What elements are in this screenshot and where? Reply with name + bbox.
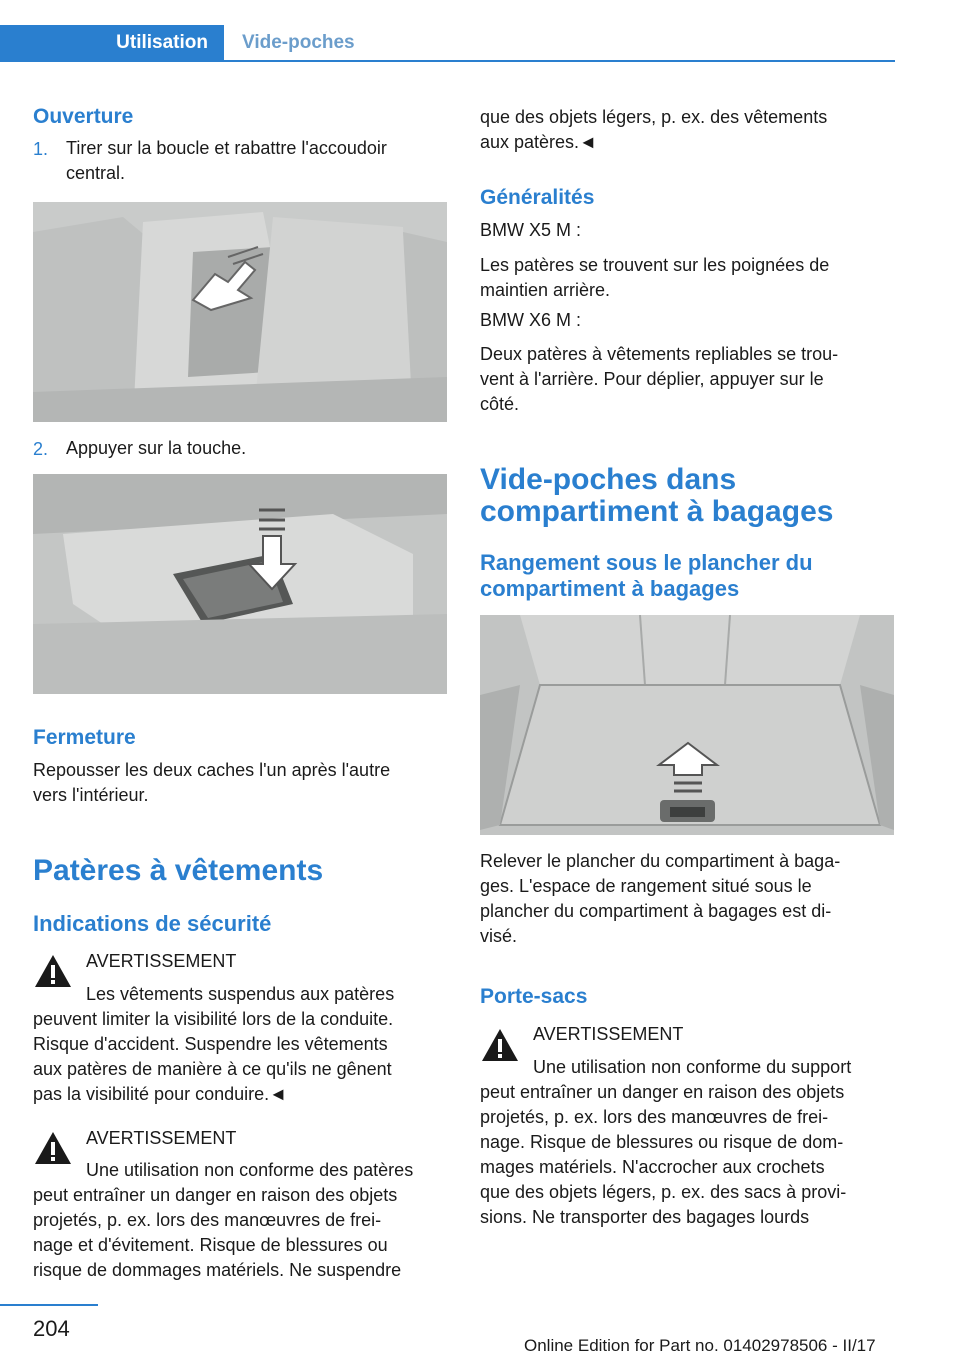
pateres-heading: Patères à vêtements [33, 854, 324, 887]
warning-icon [480, 1027, 520, 1063]
tab-utilisation: Utilisation [0, 25, 224, 61]
step1-number: 1. [33, 139, 49, 159]
warning2-line4: nage et d'évitement. Risque de blessures ou [33, 1235, 388, 1255]
footer-rule [0, 1304, 98, 1306]
button-illustration [33, 474, 447, 694]
continued-line2: aux patères.◄ [480, 132, 597, 152]
fermeture-line2: vers l'intérieur. [33, 785, 149, 805]
trunk-floor-illustration [480, 615, 894, 835]
button-drawing [33, 474, 447, 694]
x6-line3: côté. [480, 394, 520, 414]
x5-label: BMW X5 M : [480, 220, 582, 240]
step1-line1: Tirer sur la boucle et rabattre l'accoudoir [66, 138, 387, 158]
warning2-line3: projetés, p. ex. lors des manœuvres de frei‐ [33, 1210, 382, 1230]
warning2-label: AVERTISSEMENT [86, 1128, 237, 1148]
page-number: 204 [33, 1316, 70, 1341]
porte-sacs-heading: Porte-sacs [480, 985, 588, 1008]
rangement-heading-line1: Rangement sous le plancher du [480, 550, 813, 575]
step2-number: 2. [33, 439, 49, 459]
relever-line4: visé. [480, 926, 518, 946]
x6-label: BMW X6 M : [480, 310, 582, 330]
warning1-line1: Les vêtements suspendus aux patères [86, 984, 395, 1004]
warning3-line6: que des objets légers, p. ex. des sacs à provi‐ [480, 1182, 847, 1202]
page-header [0, 0, 960, 62]
warning3-line2: peut entraîner un danger en raison des objets [480, 1082, 845, 1102]
vide-poches-heading-line1: Vide-poches dans [480, 463, 737, 496]
relever-line3: plancher du compartiment à bagages est di‐ [480, 901, 832, 921]
fermeture-heading: Fermeture [33, 726, 136, 749]
warning3-line1: Une utilisation non conforme du support [533, 1057, 852, 1077]
tab-vide-poches: Vide-poches [242, 32, 355, 53]
warning1-line5: pas la visibilité pour conduire.◄ [33, 1084, 287, 1104]
armrest-illustration [33, 202, 447, 422]
warning2-line1: Une utilisation non conforme des patères [86, 1160, 414, 1180]
warning3-line7: sions. Ne transporter des bagages lourds [480, 1207, 810, 1227]
x5-line1: Les patères se trouvent sur les poignées de [480, 255, 830, 275]
x6-line1: Deux patères à vêtements repliables se trou‐ [480, 344, 839, 364]
edition-note: Online Edition for Part no. 01402978506 - II/17 [524, 1336, 876, 1355]
step1-line2: central. [66, 163, 126, 183]
warning-icon [33, 1130, 73, 1166]
fermeture-line1: Repousser les deux caches l'un après l'autre [33, 760, 391, 780]
ouverture-heading: Ouverture [33, 105, 134, 128]
trunk-floor-drawing [480, 615, 894, 835]
generalites-heading: Généralités [480, 186, 595, 209]
warning3-line4: nage. Risque de blessures ou risque de dom‐ [480, 1132, 844, 1152]
armrest-drawing [33, 202, 447, 422]
warning1-line3: Risque d'accident. Suspendre les vêtements [33, 1034, 388, 1054]
warning2-line2: peut entraîner un danger en raison des objets [33, 1185, 398, 1205]
warning1-line2: peuvent limiter la visibilité lors de la conduite. [33, 1009, 394, 1029]
relever-line1: Relever le plancher du compartiment à baga‐ [480, 851, 841, 871]
warning3-line3: projetés, p. ex. lors des manœuvres de frei‐ [480, 1107, 829, 1127]
header-rule [0, 60, 895, 62]
step2-text: Appuyer sur la touche. [66, 438, 247, 458]
vide-poches-heading-line2: compartiment à bagages [480, 495, 834, 528]
securite-heading: Indications de sécurité [33, 911, 272, 936]
warning3-line5: mages matériels. N'accrocher aux crochets [480, 1157, 825, 1177]
x5-line2: maintien arrière. [480, 280, 611, 300]
x6-line2: vent à l'arrière. Pour déplier, appuyer sur le [480, 369, 824, 389]
warning1-label: AVERTISSEMENT [86, 951, 237, 971]
rangement-heading-line2: compartiment à bagages [480, 576, 740, 601]
warning-icon [33, 953, 73, 989]
warning3-label: AVERTISSEMENT [533, 1024, 684, 1044]
relever-line2: ges. L'espace de rangement situé sous le [480, 876, 812, 896]
continued-line1: que des objets légers, p. ex. des vêtements [480, 107, 828, 127]
warning1-line4: aux patères de manière à ce qu'ils ne gênent [33, 1059, 392, 1079]
warning2-line5: risque de dommages matériels. Ne suspendre [33, 1260, 402, 1280]
